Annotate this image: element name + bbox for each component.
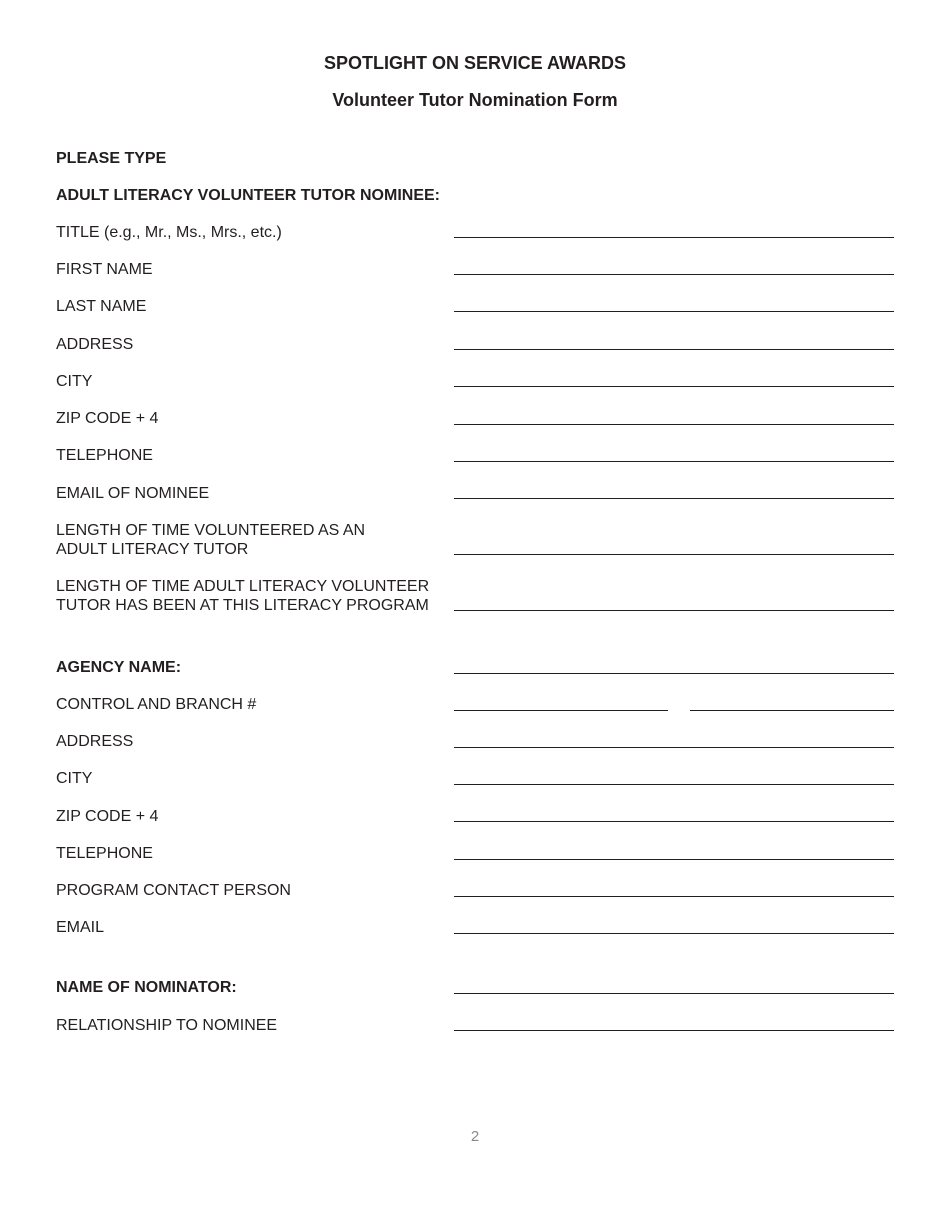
- length-program-label-line1: LENGTH OF TIME ADULT LITERACY VOLUNTEER: [56, 578, 430, 595]
- agency-zip-field[interactable]: [454, 821, 894, 822]
- length-program-field[interactable]: [454, 610, 894, 611]
- nominee-address-label: ADDRESS: [56, 336, 134, 353]
- relationship-label: RELATIONSHIP TO NOMINEE: [56, 1017, 278, 1034]
- branch-number-field[interactable]: [690, 710, 894, 711]
- agency-email-field[interactable]: [454, 933, 894, 934]
- relationship-field[interactable]: [454, 1030, 894, 1031]
- agency-city-label: CITY: [56, 770, 93, 787]
- length-volunteered-label-line1: LENGTH OF TIME VOLUNTEERED AS AN: [56, 522, 366, 539]
- control-branch-label: CONTROL AND BRANCH #: [56, 696, 257, 713]
- agency-name-field[interactable]: [454, 673, 894, 674]
- agency-address-field[interactable]: [454, 747, 894, 748]
- agency-zip-label: ZIP CODE + 4: [56, 808, 159, 825]
- agency-name-label: AGENCY NAME:: [56, 659, 182, 676]
- nominee-last-name-label: LAST NAME: [56, 298, 147, 315]
- form-subtitle: Volunteer Tutor Nomination Form: [332, 90, 618, 110]
- nominee-address-field[interactable]: [454, 349, 894, 350]
- nominee-city-label: CITY: [56, 373, 93, 390]
- nominee-section-heading: ADULT LITERACY VOLUNTEER TUTOR NOMINEE:: [56, 187, 440, 204]
- please-type-instruction: PLEASE TYPE: [56, 150, 167, 167]
- nominee-zip-field[interactable]: [454, 424, 894, 425]
- nominee-last-name-field[interactable]: [454, 311, 894, 312]
- page-number: 2: [470, 1128, 480, 1145]
- length-volunteered-field[interactable]: [454, 554, 894, 555]
- nominee-city-field[interactable]: [454, 386, 894, 387]
- agency-address-label: ADDRESS: [56, 733, 134, 750]
- length-program-label-line2: TUTOR HAS BEEN AT THIS LITERACY PROGRAM: [56, 597, 429, 614]
- nominee-email-label: EMAIL OF NOMINEE: [56, 485, 210, 502]
- nominee-title-field[interactable]: [454, 237, 894, 238]
- form-title: SPOTLIGHT ON SERVICE AWARDS: [323, 53, 627, 73]
- nominee-email-field[interactable]: [454, 498, 894, 499]
- control-number-field[interactable]: [454, 710, 668, 711]
- nominator-name-label: NAME OF NOMINATOR:: [56, 979, 237, 996]
- nominee-title-label: TITLE (e.g., Mr., Ms., Mrs., etc.): [56, 224, 282, 241]
- nominee-telephone-label: TELEPHONE: [56, 447, 153, 464]
- agency-telephone-label: TELEPHONE: [56, 845, 153, 862]
- agency-email-label: EMAIL: [56, 919, 105, 936]
- agency-city-field[interactable]: [454, 784, 894, 785]
- nominator-name-field[interactable]: [454, 993, 894, 994]
- program-contact-field[interactable]: [454, 896, 894, 897]
- nominee-first-name-label: FIRST NAME: [56, 261, 153, 278]
- nominee-telephone-field[interactable]: [454, 461, 894, 462]
- nominee-first-name-field[interactable]: [454, 274, 894, 275]
- program-contact-label: PROGRAM CONTACT PERSON: [56, 882, 291, 899]
- nominee-zip-label: ZIP CODE + 4: [56, 410, 159, 427]
- length-volunteered-label-line2: ADULT LITERACY TUTOR: [56, 541, 249, 558]
- agency-telephone-field[interactable]: [454, 859, 894, 860]
